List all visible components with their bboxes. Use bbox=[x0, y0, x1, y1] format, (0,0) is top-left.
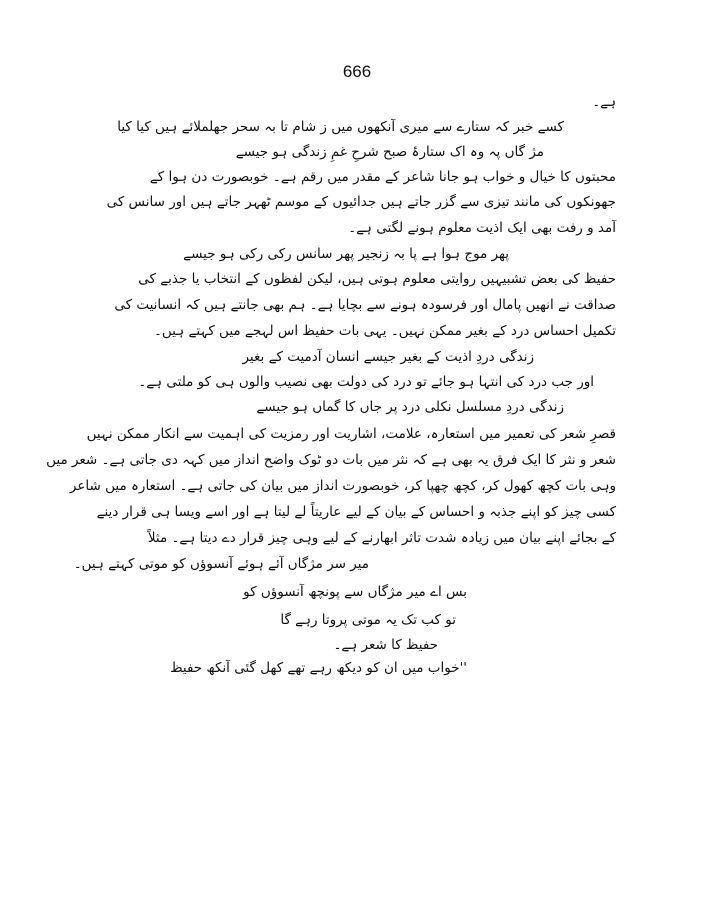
verse-line: زندگی دردِ مسلسل نکلی درد پر جاں کا گماں ہو جیسے bbox=[256, 399, 564, 415]
text-line: صداقت نے انھیں پامال اور فرسودہ ہونے سے بچایا ہے۔ ہم بھی جانتے ہیں کہ انسانیت کی bbox=[114, 297, 616, 313]
text-line: ہے۔ bbox=[592, 94, 616, 110]
text-line: وہی بات کچھ کھول کر، کچھ چھپا کر، خوبصورت انداز میں بیان کی جاتی ہے۔ استعارہ میں شاعر bbox=[69, 478, 616, 494]
verse-line: حفیظ کا شعر ہے۔ bbox=[333, 637, 438, 653]
verse-line: ''خواب میں ان کو دیکھ رہے تھے کھل گئی آنکھ حفیظ bbox=[170, 660, 467, 676]
text-line: قصرِ شعر کی تعمیر میں استعارہ، علامت، اشاریت اور رمزیت کی اہمیت سے انکار ممکن نہیں bbox=[86, 426, 616, 442]
text-line: میر سر مژگاں آئے ہوئے آنسوؤں کو موتی کہتے ہیں۔ bbox=[73, 556, 369, 572]
page-number: 666 bbox=[342, 62, 372, 81]
text-line: تکمیل احساس درد کے بغیر ممکن نہیں۔ یہی بات حفیظ اس لہجے میں کہتے ہیں۔ bbox=[153, 323, 616, 339]
text-line: اور جب درد کی انتہا ہو جائے تو درد کی دولت بھی نصیب والوں ہی کو ملتی ہے۔ bbox=[138, 374, 594, 390]
verse-line: کسے خبر کہ ستارے سے میری آنکھوں میں ز شام تا بہ سحر جھلملائے ہیں کیا کیا bbox=[117, 119, 564, 135]
text-line: محبتوں کا خیال و خواب ہو جانا شاعر کے مقدر میں رقم ہے۔ خوبصورت دن ہوا کے bbox=[149, 169, 616, 185]
text-line: جھونکوں کی مانند تیزی سے گزر جاتے ہیں جدائیوں کے موسم ٹھہر جاتے ہیں اور سانس کی bbox=[106, 194, 616, 210]
verse-line: زندگی دردِ اذیت کے بغیر جیسے انسان آدمیت کے بغیر bbox=[242, 349, 534, 365]
text-line: آمد و رفت بھی ایک اذیت معلوم ہونے لگتی ہے۔ bbox=[348, 220, 616, 236]
verse-line: تو کب تک یہ موتی پروتا رہے گا bbox=[280, 612, 456, 628]
verse-line: مژ گاں پہ وہ اک ستارۂ صبح شرحِ غمِ زندگی ہو جیسے bbox=[235, 144, 544, 160]
text-line: کسی چیز کو اپنے جذبہ و احساس کے بیان کے لیے عاریتاً لے لیتا ہے اور اسے ویسا ہی قرار دینے bbox=[96, 504, 616, 520]
text-line: حفیظ کی بعض تشبیہیں روایتی معلوم ہوتی ہیں، لیکن لفظوں کے انتخاب یا جذبے کی bbox=[138, 271, 616, 287]
verse-line: بس اے میر مژگاں سے پونچھ آنسوؤں کو bbox=[243, 584, 467, 600]
text-line: شعر و نثر کا ایک فرق یہ بھی ہے کہ نثر میں بات دو ٹوک واضح انداز میں کہہ دی جاتی ہے۔ شعر میں bbox=[46, 452, 616, 468]
verse-line: پھر موج ہوا ہے پا بہ زنجیر پھر سانس رکی رکی ہو جیسے bbox=[183, 246, 509, 262]
text-line: کے بجائے اپنے بیان میں زیادہ شدت تاثر ابھارنے کے لیے وہی چیز قرار دے دیتا ہے۔ مثلاً bbox=[147, 530, 616, 546]
